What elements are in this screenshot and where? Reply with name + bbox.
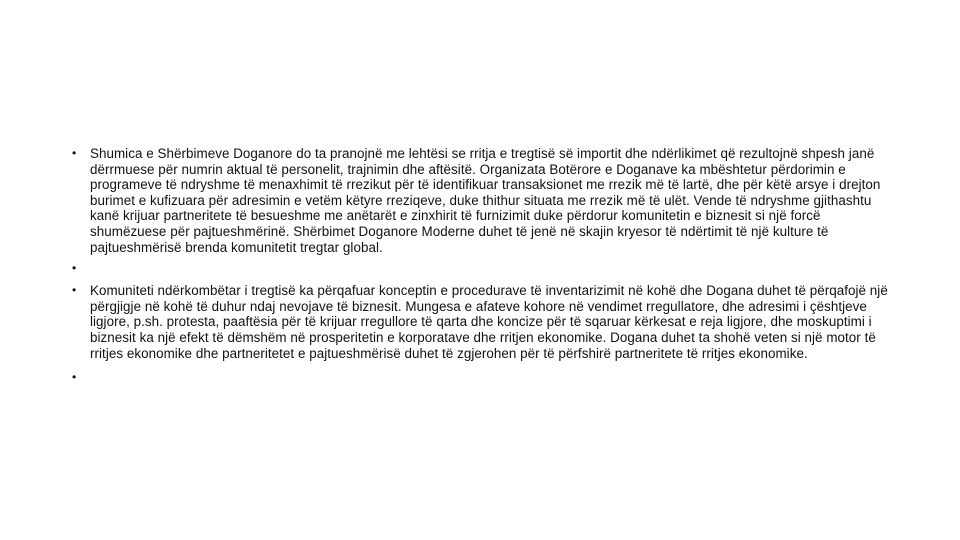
bullet-item-1 [72, 146, 890, 255]
bullet-item-4 [72, 370, 890, 386]
bullet-dot-icon: • [72, 283, 77, 298]
bullet-text: Komuniteti ndërkombëtar i tregtisë ka përqafuar konceptin e procedurave të inventarizimit në kohë dhe Dogana duhet të përqafojë një përgjigje në kohë të duhur ndaj nevojave të biznesit. Mungesa e afateve kohore në vendimet rregullatore, dhe adresimi i çështjeve ligjore, p.sh. protesta, paaftësia për të krijuar rregullore të qarta dhe koncize për të sqaruar kërkesat e reja ligjore, dhe moskuptimi i biznesit ka një efekt të dëmshëm në prosperitetin e korporatave dhe rritjen ekonomike. Dogana duhet ta shohë veten si një motor të rritjes ekonomike dhe partneritetet e pajtueshmërisë duhet të zgjerohen për të përfshirë partneritete të rritjes ekonomike. [90, 283, 888, 361]
bullet-item-2 [72, 261, 890, 277]
bullet-text: Shumica e Shërbimeve Doganore do ta pranojnë me lehtësi se rritja e tregtisë së importit dhe ndërlikimet që rezultojnë shpesh janë dërrmuese për numrin aktual të personelit, trajnimin dhe aftësitë. Organizata Botërore e Doganave ka mbështetur përdorimin e programeve të ndryshme të menaxhimit të rrezikut për të identifikuar transaksionet me rrezik më të lartë, dhe për këtë arsye i drejton burimet e kufizuara për adresimin e vetëm këtyre rreziqeve, duke thithur situata me rrezik më të ulët. Vende të ndryshme gjithashtu kanë krijuar partneritete të besueshme me anëtarët e zinxhirit të furnizimit duke përdorur komunitetin e biznesit si një forcë shumëzuese për pajtueshmërinë. Shërbimet Doganore Moderne duhet të jenë në skajin kryesor të ndërtimit të një kulture të pajtueshmërisë brenda komunitetit tregtar global. [90, 146, 881, 255]
bullet-dot-icon: • [72, 146, 77, 160]
bullet-dot-icon: • [72, 370, 77, 385]
bullet-list [72, 146, 890, 386]
bullet-dot-icon: • [72, 261, 77, 276]
bullet-item-3 [72, 283, 890, 361]
